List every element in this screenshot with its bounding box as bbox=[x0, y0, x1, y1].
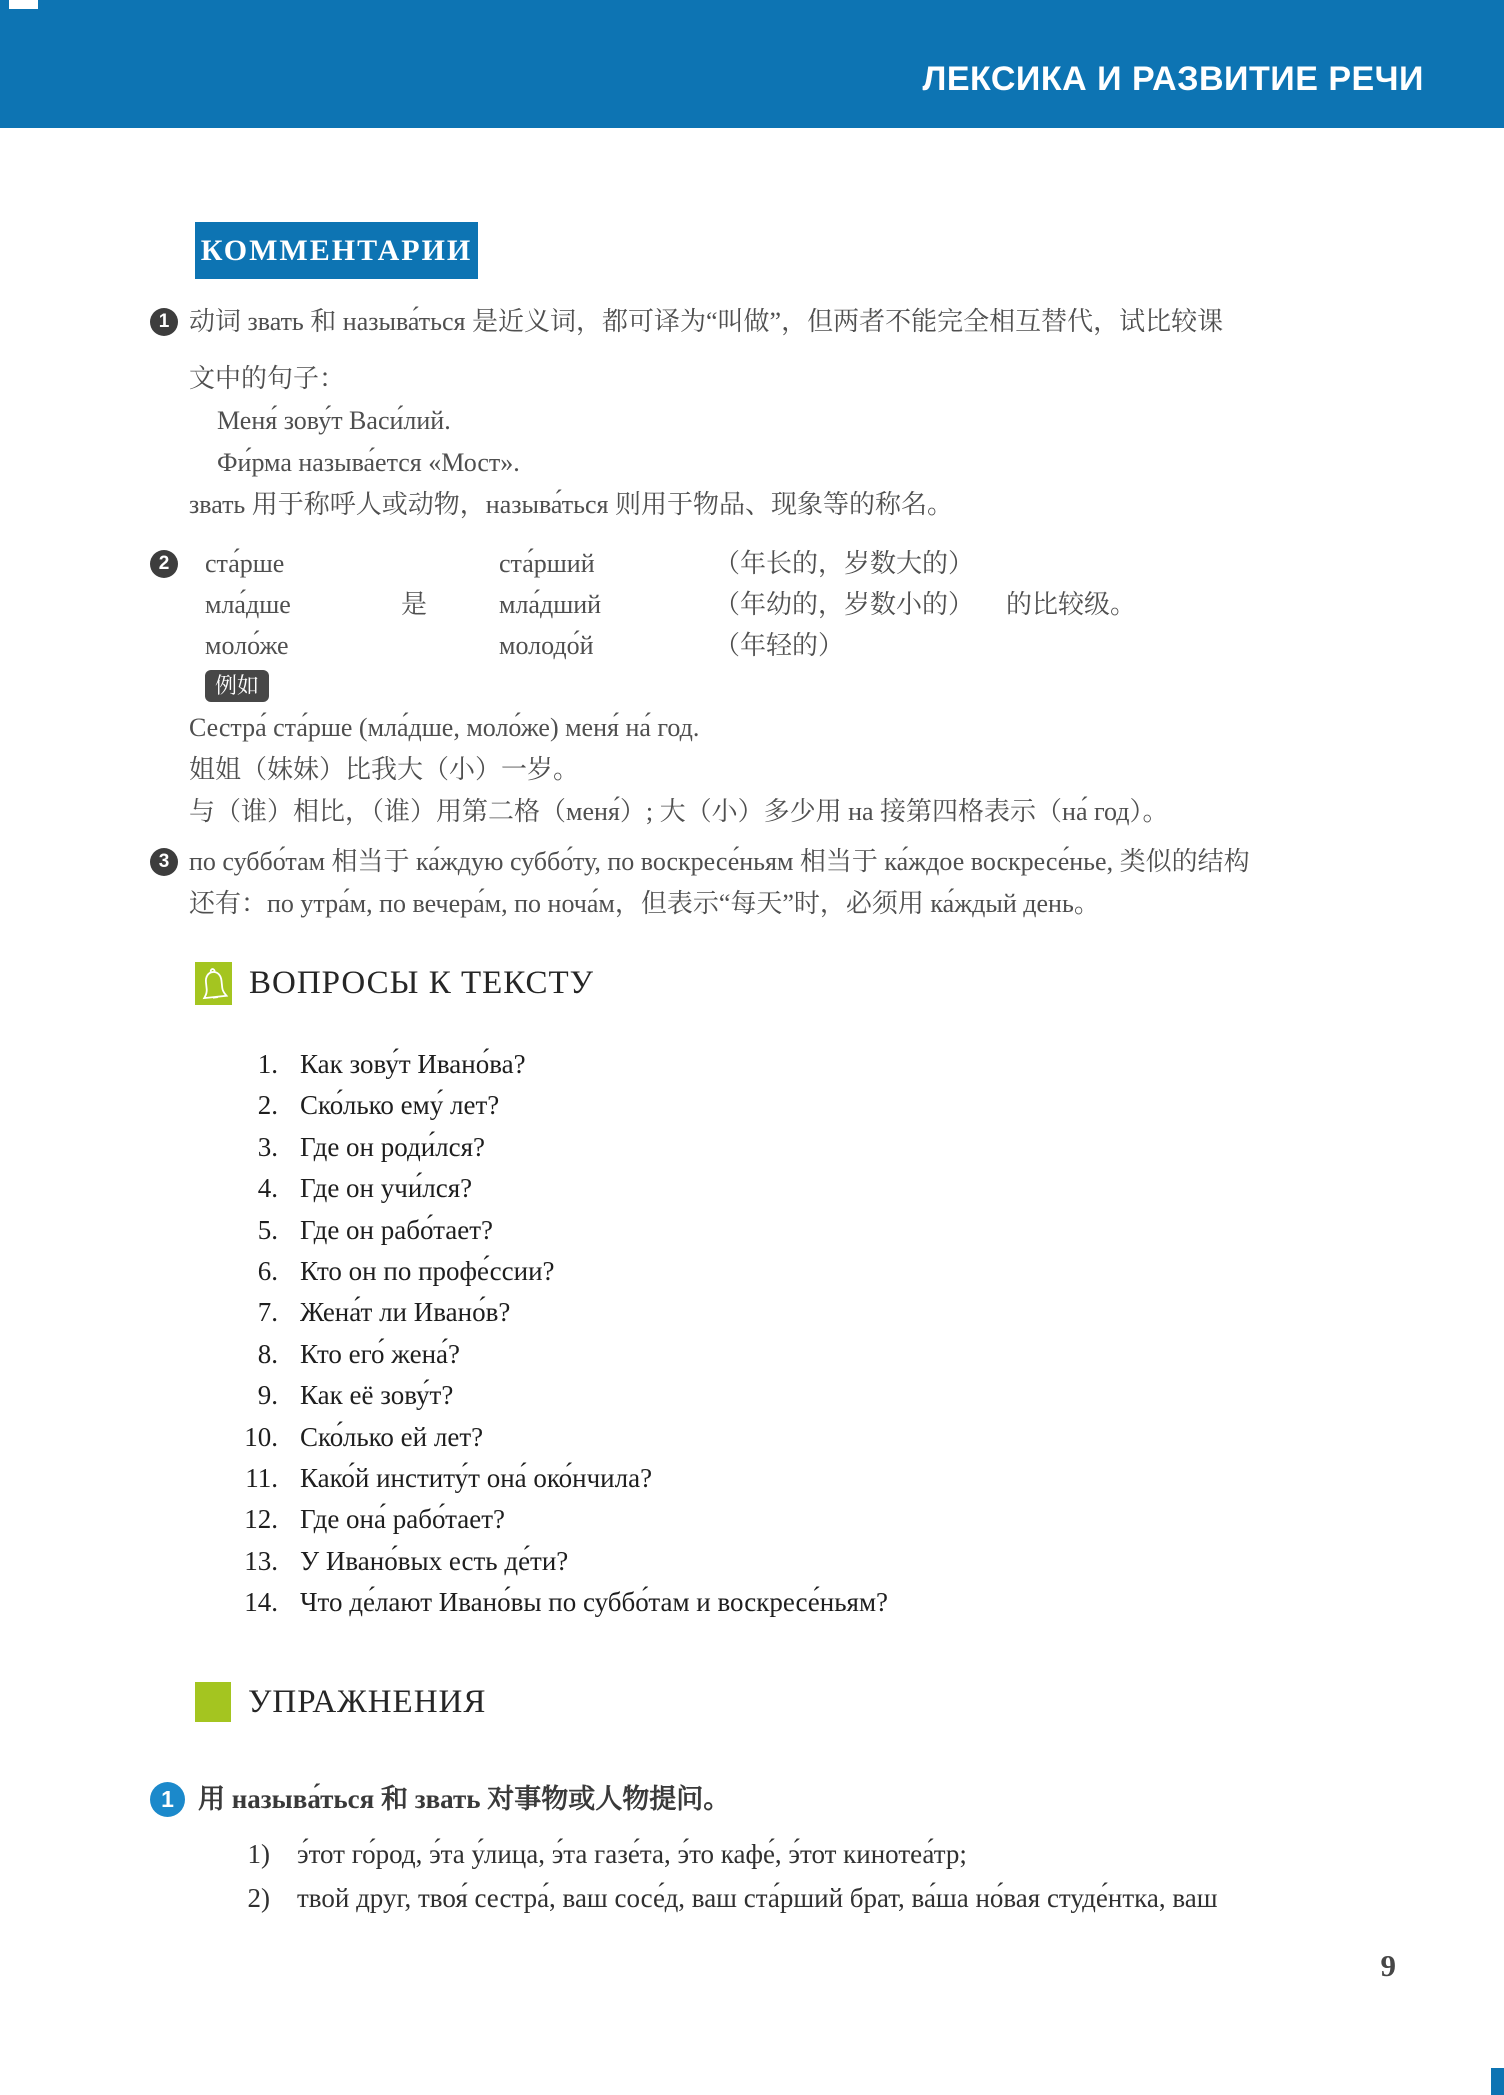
comment-1-body bbox=[189, 301, 1430, 526]
row-tail bbox=[1006, 625, 1430, 666]
row-tail: 的比较级。 bbox=[1006, 590, 1137, 619]
comments-section-title: КОММЕНТАРИИ bbox=[200, 233, 473, 267]
adjective-word: мла́дший bbox=[499, 590, 602, 619]
questions-section-heading bbox=[195, 962, 594, 1005]
exercises-section-heading bbox=[195, 1682, 486, 1722]
comparison-row-3 bbox=[189, 625, 1430, 666]
question-row bbox=[150, 1417, 1440, 1458]
comment-2 bbox=[150, 543, 1430, 833]
question-row bbox=[150, 1210, 1440, 1251]
question-number: 12. bbox=[244, 1504, 278, 1535]
page-header-bar bbox=[0, 0, 1504, 128]
corner-notch bbox=[9, 0, 38, 9]
question-row bbox=[150, 1127, 1440, 1168]
question-number: 4. bbox=[257, 1173, 278, 1204]
question-number: 14. bbox=[244, 1587, 278, 1618]
question-number: 2. bbox=[257, 1090, 278, 1121]
question-text: Где он учи́лся? bbox=[300, 1173, 473, 1204]
comment-1-example-2: Фи́рма называ́ется «Мост». bbox=[217, 448, 520, 477]
comment-1-line-2: 文中的句子： bbox=[189, 364, 346, 393]
comment-3-line-1: по суббо́там 相当于 ка́ждую суббо́ту, по воскресе́ньям 相当于 ка́ждое воскресе́нье, 类似的结构 bbox=[189, 847, 1250, 876]
question-text: Где он рабо́тает? bbox=[300, 1214, 493, 1245]
header-title: ЛЕКСИКА И РАЗВИТИЕ РЕЧИ bbox=[922, 60, 1424, 98]
comparative-word: моло́же bbox=[205, 631, 289, 660]
exercise-1-number-badge bbox=[150, 1782, 185, 1817]
question-text: Где он роди́лся? bbox=[300, 1131, 486, 1162]
subitem-number: 1) bbox=[247, 1839, 270, 1869]
question-text: Кто он по профе́ссии? bbox=[300, 1256, 555, 1287]
comment-2-translation: 姐姐（妹妹）比我大（小）一岁。 bbox=[189, 755, 580, 784]
question-number: 9. bbox=[257, 1380, 278, 1411]
exercise-subitem bbox=[150, 1876, 1450, 1920]
question-text: Как зову́т Ивано́ва? bbox=[300, 1049, 526, 1079]
comment-1 bbox=[150, 301, 1430, 526]
question-text: Како́й институ́т она́ око́нчила? bbox=[300, 1463, 653, 1494]
comparison-row-1 bbox=[189, 543, 1430, 584]
question-text: У Ивано́вых есть де́ти? bbox=[300, 1545, 569, 1576]
comment-1-number: 1 bbox=[158, 311, 170, 332]
comparative-word: ста́рше bbox=[205, 549, 285, 578]
question-row bbox=[150, 1499, 1440, 1540]
gloss: （年幼的，岁数小的） bbox=[714, 590, 975, 619]
question-row bbox=[150, 1458, 1440, 1499]
question-text: Как её зову́т? bbox=[300, 1380, 454, 1411]
question-number: 3. bbox=[257, 1131, 278, 1162]
question-row bbox=[150, 1582, 1440, 1623]
question-text: Ско́лько ему́ лет? bbox=[300, 1090, 500, 1121]
adjective-word: ста́рший bbox=[499, 549, 595, 578]
comparison-row-2 bbox=[189, 584, 1430, 625]
question-text: Жена́т ли Ивано́в? bbox=[300, 1297, 511, 1328]
example-label-badge: 例如 bbox=[205, 670, 269, 702]
question-row bbox=[150, 1334, 1440, 1375]
question-text: Ско́лько ей лет? bbox=[300, 1421, 484, 1452]
question-number: 11. bbox=[245, 1463, 278, 1494]
comment-2-body bbox=[189, 543, 1430, 833]
question-text: Кто его́ жена́? bbox=[300, 1338, 461, 1369]
comment-2-number-badge bbox=[150, 550, 178, 578]
green-square-icon bbox=[195, 1682, 231, 1722]
corner-accent bbox=[1491, 2068, 1504, 2095]
copula bbox=[401, 543, 499, 584]
comment-2-example: Сестра́ ста́рше (мла́дше, моло́же) меня́ на́ год. bbox=[189, 713, 700, 742]
question-row bbox=[150, 1292, 1440, 1333]
question-number: 7. bbox=[257, 1297, 278, 1328]
comment-3-number: 3 bbox=[158, 851, 170, 872]
question-number: 13. bbox=[244, 1545, 278, 1576]
comment-3-number-badge bbox=[150, 848, 178, 876]
subitem-number: 2) bbox=[247, 1883, 270, 1913]
questions-section-title: ВОПРОСЫ К ТЕКСТУ bbox=[249, 965, 595, 1001]
question-number: 8. bbox=[257, 1338, 278, 1369]
comment-3-body bbox=[189, 841, 1440, 925]
question-text: Что де́лают Ивано́вы по суббо́там и воскресе́ньям? bbox=[300, 1587, 889, 1618]
question-text: Где она́ рабо́тает? bbox=[300, 1504, 505, 1535]
gloss: （年轻的） bbox=[714, 631, 845, 660]
comment-1-example-1: Меня́ зову́т Васи́лий. bbox=[217, 406, 451, 435]
comment-3 bbox=[150, 841, 1440, 925]
question-row bbox=[150, 1168, 1440, 1209]
question-number: 1. bbox=[257, 1049, 278, 1079]
comparative-word: мла́дше bbox=[205, 590, 291, 619]
bell-icon bbox=[195, 962, 232, 1005]
adjective-word: молодо́й bbox=[499, 631, 594, 660]
question-row bbox=[150, 1251, 1440, 1292]
question-number: 6. bbox=[257, 1256, 278, 1287]
question-row bbox=[150, 1375, 1440, 1416]
subitem-text: э́тот го́род, э́та у́лица, э́та газе́та, э́то кафе́, э́тот кинотеа́тр; bbox=[297, 1839, 967, 1869]
question-row bbox=[150, 1085, 1440, 1126]
page-number: 9 bbox=[1380, 1948, 1396, 1983]
exercises-section-title: УПРАЖНЕНИЯ bbox=[248, 1683, 487, 1720]
exercise-1-header bbox=[150, 1779, 1450, 1820]
comment-1-line-1: 动词 звать 和 называ́ться 是近义词，都可译为“叫做”，但两者不能完全相互替代，试比较课 bbox=[189, 307, 1224, 336]
exercise-subitem bbox=[150, 1832, 1450, 1876]
exercise-1 bbox=[150, 1779, 1450, 1920]
row-tail bbox=[1006, 543, 1430, 584]
comment-2-number: 2 bbox=[158, 553, 170, 574]
copula: 是 bbox=[401, 590, 428, 619]
comments-section-heading bbox=[195, 222, 478, 279]
comment-1-number-badge bbox=[150, 308, 178, 336]
questions-list bbox=[150, 1044, 1440, 1624]
comment-1-note: звать 用于称呼人或动物，называ́ться 则用于物品、现象等的称名。 bbox=[189, 490, 954, 519]
copula bbox=[401, 625, 499, 666]
exercise-1-number: 1 bbox=[161, 1786, 174, 1812]
comment-2-note: 与（谁）相比，（谁）用第二格（меня́）; 大（小）多少用 на 接第四格表示（на́ год）。 bbox=[189, 797, 1169, 826]
comment-3-line-2: 还有：по утра́м, по вечера́м, по ноча́м，但表示“每天”时，必须用 ка́ждый день。 bbox=[189, 889, 1100, 918]
question-number: 10. bbox=[244, 1421, 278, 1452]
exercise-1-items bbox=[150, 1832, 1450, 1920]
question-row bbox=[150, 1044, 1440, 1085]
question-number: 5. bbox=[257, 1214, 278, 1245]
subitem-text: твой друг, твоя́ сестра́, ваш сосе́д, ваш ста́рший брат, ва́ша но́вая студе́нтка, ваш bbox=[297, 1883, 1218, 1913]
exercise-1-prompt: 用 называ́ться 和 звать 对事物或人物提问。 bbox=[198, 1784, 731, 1814]
question-row bbox=[150, 1541, 1440, 1582]
gloss: （年长的，岁数大的） bbox=[714, 549, 975, 578]
